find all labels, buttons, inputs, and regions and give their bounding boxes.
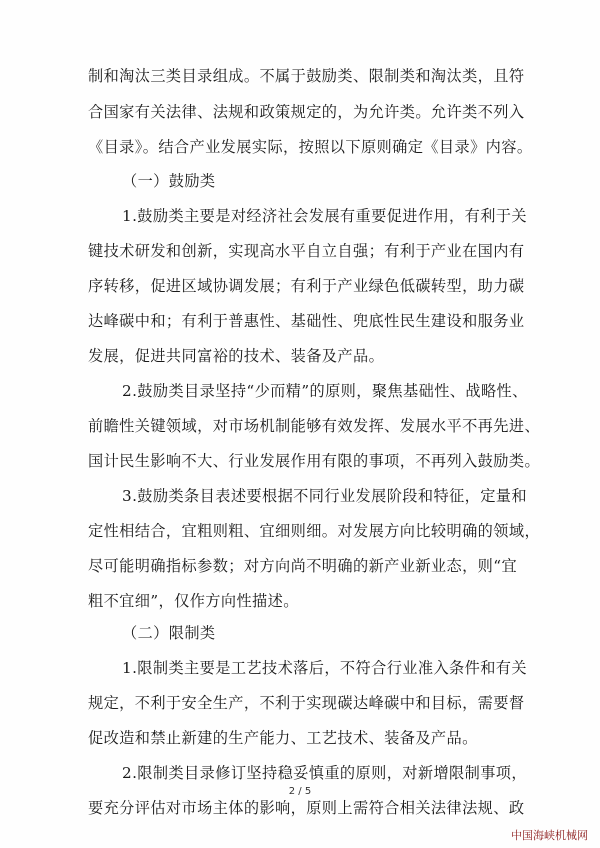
site-watermark: 中国海峡机械网 xyxy=(511,829,588,842)
paragraph-first-line: 2.限制类目录修订坚持稳妥慎重的原则，对新增限制事项， xyxy=(122,764,527,782)
body-line: 键技术研发和创新，实现高水平自立自强；有利于产业在国内有 xyxy=(88,242,525,260)
body-line: 粗不宜细”，仅作方向性描述。 xyxy=(88,592,299,610)
body-line: 发展，促进共同富裕的技术、装备及产品。 xyxy=(88,347,385,365)
body-line: 达峰碳中和；有利于普惠性、基础性、兜底性民生建设和服务业 xyxy=(88,312,525,330)
body-line: 合国家有关法律、法规和政策规定的，为允许类。允许类不列入 xyxy=(88,103,525,121)
paragraph-first-line: 1.限制类主要是工艺技术落后，不符合行业准入条件和有关 xyxy=(122,659,527,677)
paragraph-first-line: 2.鼓励类目录坚持“少而精”的原则，聚焦基础性、战略性、 xyxy=(122,382,528,400)
section-heading-encouraged: （一）鼓励类 xyxy=(122,172,216,190)
body-line: 国计民生影响不大、行业发展作用有限的事项，不再列入鼓励类。 xyxy=(88,452,541,470)
body-line: 尽可能明确指标参数；对方向尚不明确的新产业新业态，则“宜 xyxy=(88,557,518,575)
paragraph-first-line: 3.鼓励类条目表述要根据不同行业发展阶段和特征，定量和 xyxy=(122,487,527,505)
page-number: 2 / 5 xyxy=(288,786,312,797)
body-line: 制和淘汰三类目录组成。不属于鼓励类、限制类和淘汰类，且符 xyxy=(88,67,525,85)
body-line: 序转移，促进区域协调发展；有利于产业绿色低碳转型，助力碳 xyxy=(88,277,525,295)
body-line: 前瞻性关键领域，对市场机制能够有效发挥、发展水平不再先进、 xyxy=(88,417,541,435)
body-line: 促改造和禁止新建的生产能力、工艺技术、装备及产品。 xyxy=(88,729,478,747)
section-heading-restricted: （二）限制类 xyxy=(122,624,216,642)
body-line: 《目录》。结合产业发展实际，按照以下原则确定《目录》内容。 xyxy=(88,138,533,156)
body-line: 规定，不利于安全生产，不利于实现碳达峰碳中和目标，需要督 xyxy=(88,694,525,712)
paragraph-first-line: 1.鼓励类主要是对经济社会发展有重要促进作用，有利于关 xyxy=(122,207,527,225)
body-line: 定性相结合，宜粗则粗、宜细则细。对发展方向比较明确的领域， xyxy=(88,522,541,540)
body-line: 要充分评估对市场主体的影响，原则上需符合相关法律法规、政 xyxy=(88,799,525,817)
